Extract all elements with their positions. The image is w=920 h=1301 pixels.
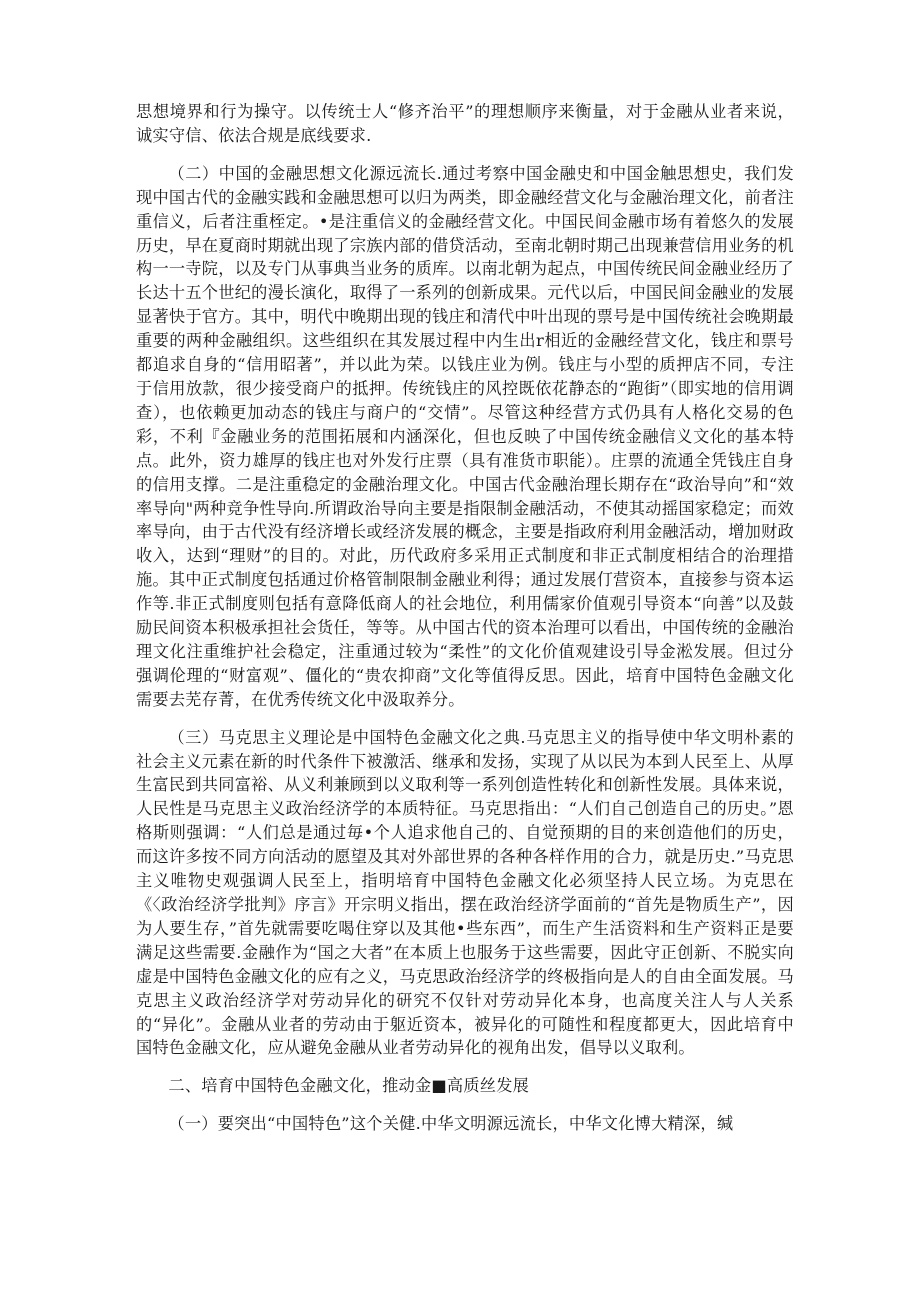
section-heading: 二、培育中国特色金融文化，推动金■高质丝发展	[168, 1076, 530, 1096]
paragraph-section-two: （二）中国的金融思想文化源远流长.通过考察中国金融史和中国金触思想史，我们发现中国古代的金融实践和金融思想可以归为两类，即金融经营文化与金融治理文化，前者注重信义，后者注重桎定。•是注重信义的金融经营文化。中国民间金融市场有着悠久的发展历史，早在夏商时期就出现了宗族内部的借贷活动，至南北朝时期己出现兼营信用业务的机构一一寺院，以及专门从事典当业务的质库。以南北朝为起点，中国传统民间金融业经历了长达十五个世纪的漫长演化，取得了一系列的创新成果。元代以后，中国民间金融业的发展显著快于官方。其中，明代中晚期出现的钱庄和清代中叶出现的票号是中国传统社会晚期最重要的两种金融组织。这些组织在其发展过程中内生出r相近的金融经营文化，钱庄和票号都追求自身的“信用昭著”，并以此为荣。以钱庄业为例。钱庄与小型的质押店不同，专注于信用放款，很少接受商户的抵押。传统钱庄的风控既依花静态的“跑街”（即实地的信用调查），也依赖更加动态的钱庄与商户的“交情”。尽管这种经营方式仍具有人格化交易的色彩，不利『金融业务的范围拓展和内涵深化，但也反映了中国传统金融信义文化的基本特点。此外，资力雄厚的钱庄也对外发行庄票（具有准货市职能）。庄票的流通全凭钱庄自身的信用支撑。二是注重稳定的金融治理文化。中国古代金融治理长期存在“政治导向”和“效率导向"两种竞争性导向.所谓政治导向主要是指限制金融活动，不使其动摇国家稳定；而效率导向，由于古代没有经济增长或经济发展的概念，主要是指政府利用金融活动，增加财政收入，达到“理财”的目的。对此，历代政府多采用正式制度和非正式制度相结合的治理措施。其中正式制度包括通过价格管制限制金融业利得；通过发展仃营资本，直接参与资本运作等.非正式制度则包括有意降低商人的社会地位，利用儒家价值观引导资本“向善”以及鼓励民间资本积极承担社会货任，等等。从中国古代的资本治理可以看出，中国传统的金融治理文化注重维护社会稳定，注重通过较为“柔性”的文化价值观建设引导金淞发展。但过分强调伦理的“财富观”、僵化的“贵农抑商”文化等值得反思。因此，培育中国特色金融文化需要去芜存菁，在优秀传统文化中汲取养分。	[136, 163, 794, 709]
document-page	[136, 100, 794, 1136]
paragraph-subsection-one: （一）要突出“中国特色”这个关健.中华文明源远流长，中华文化博大精深，缄	[168, 1114, 734, 1134]
paragraph-continuation: 思想境界和行为操守。以传统士人“修齐治平”的理想顺序来衡量，对于金融从业者来说，诚实守信、依法合规是底线要求.	[136, 102, 794, 145]
paragraph-section-three: （三）马克思主义理论是中国特色金融文化之典.马克思主义的指导使中华文明朴素的社会主义元素在新的时代条件下被激活、继承和发扬，实现了从以民为本到人民至上、从厚生富民到共同富裕、从义利兼顾到以义取利等一系列创造性转化和创新性发展。具体来说，人民性是马克思主义政治经济学的本质特征。马克思指出：“人们自己创造自己的历史。”恩格斯则强调：“人们总是通过毎•个人追求他自己的、自觉预期的目的来创造他们的历史，而这许多按不同方向活动的愿望及其对外部世界的各种各样作用的合力，就是历史.”马克思主义唯物史观强调人民至上，指明培育中国特色金融文化必须坚持人民立场。为克思在《〈政治经济学批判》序言》开宗明义指出，摆在政治经济学面前的“首先是物质生产”，因为人要生存，”首先就需要吃喝住穿以及其他•些东西”，而生产生活资料和生产资料正是要满足这些需要.金融作为“国之大者”在本质上也服务于这些需要，因此守正创新、不脱实向虚是中国特色金融文化的应有之义，马克思政治经济学的终极指向是人的自由全面发展。马克思主义政治经济学对劳动异化的研究不仅针对劳动异化本身，也高度关注人与人关系的“异化”。金融从业者的劳动由于躯近资本，被异化的可随性和程度都更大，因此培育中国特色金融文化，应从避免金融从业者劳动异化的视角出发，倡导以义取利。	[136, 727, 794, 1058]
